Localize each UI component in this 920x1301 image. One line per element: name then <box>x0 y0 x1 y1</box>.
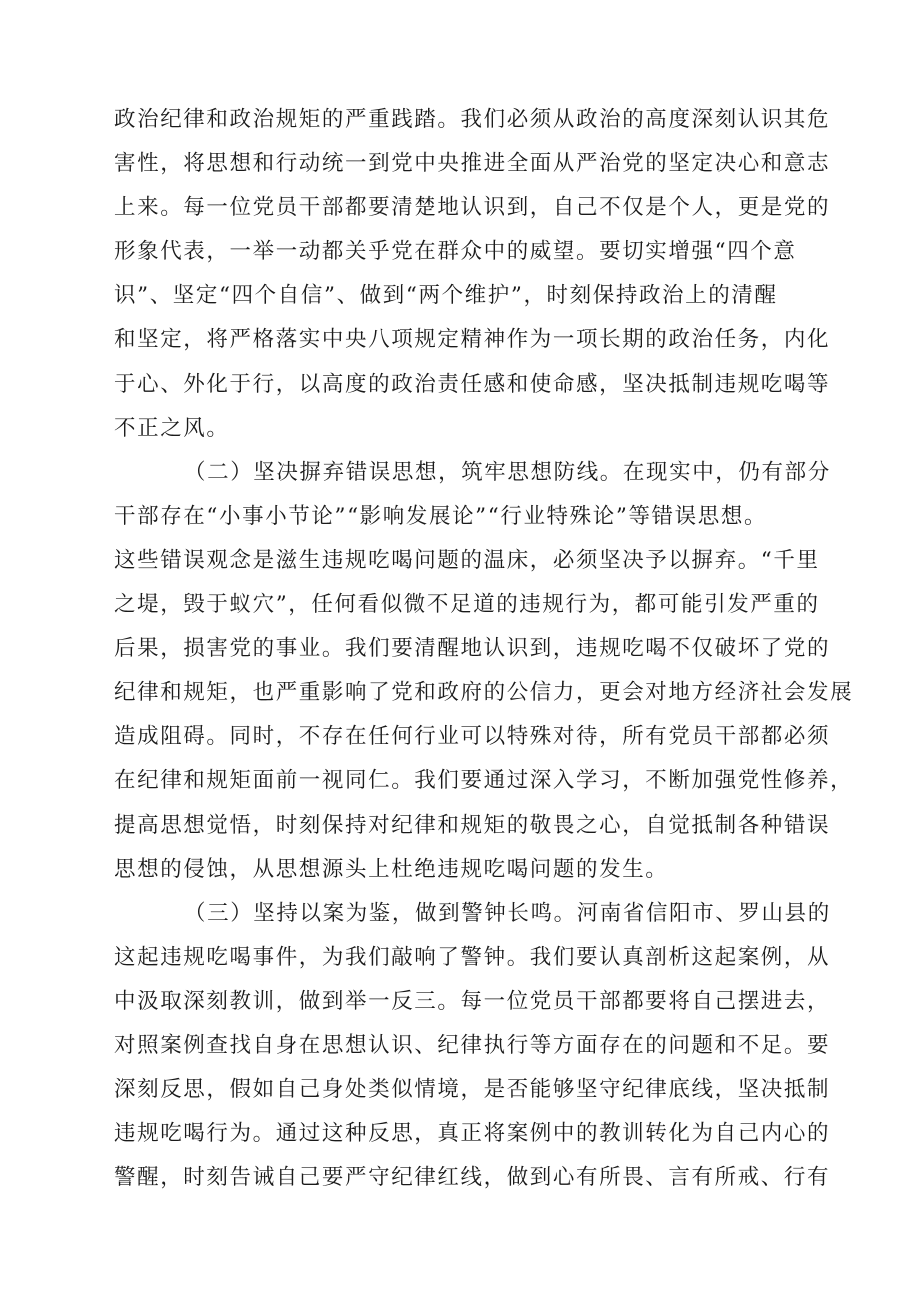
text-line: 于心、外化于行，以高度的政治责任感和使命感，坚决抵制违规吃喝等 <box>114 371 831 397</box>
text-line: 违规吃喝行为。通过这种反思，真正将案例中的教训转化为自己内心的 <box>114 1121 831 1147</box>
text-line: 警醒，时刻告诫自己要严守纪律红线，做到心有所畏、言有所戒、行有 <box>114 1165 831 1191</box>
text-line: 对照案例查找自身在思想认识、纪律执行等方面存在的问题和不足。要 <box>114 1032 831 1058</box>
text-line: 后果，损害党的事业。我们要清醒地认识到，违规吃喝不仅破坏了党的 <box>114 636 831 662</box>
text-line: 提高思想觉悟，时刻保持对纪律和规矩的敬畏之心，自觉抵制各种错误 <box>114 812 831 838</box>
text-line: 思想的侵蚀，从思想源头上杜绝违规吃喝问题的发生。 <box>114 856 669 882</box>
text-line: 深刻反思，假如自己身处类似情境，是否能够坚守纪律底线，坚决抵制 <box>114 1077 831 1103</box>
text-line: 纪律和规矩，也严重影响了党和政府的公信力，更会对地方经济社会发展 <box>114 680 854 706</box>
paragraph-start-line: （二）坚决摒弃错误思想，筑牢思想防线。在现实中，仍有部分 <box>184 459 831 485</box>
text-line: 之堤，毁于蚁穴”，任何看似微不足道的违规行为，都可能引发严重的 <box>114 592 820 618</box>
text-line: 害性，将思想和行动统一到党中央推进全面从严治党的坚定决心和意志 <box>114 151 831 177</box>
document-body <box>114 98 854 1200</box>
text-line: 造成阻碍。同时，不存在任何行业可以特殊对待，所有党员干部都必须 <box>114 724 831 750</box>
text-line: 中汲取深刻教训，做到举一反三。每一位党员干部都要将自己摆进去， <box>114 988 831 1014</box>
text-line: 在纪律和规矩面前一视同仁。我们要通过深入学习，不断加强党性修养， <box>114 768 854 794</box>
text-line: 上来。每一位党员干部都要清楚地认识到，自己不仅是个人，更是党的 <box>114 195 831 221</box>
text-line: 干部存在“小事小节论”“影响发展论”“行业特殊论”等错误思想。 <box>114 503 768 529</box>
text-line: 形象代表，一举一动都关乎党在群众中的威望。要切实增强“四个意 <box>114 239 797 265</box>
text-line: 这起违规吃喝事件，为我们敲响了警钟。我们要认真剖析这起案例，从 <box>114 944 831 970</box>
text-line: 这些错误观念是滋生违规吃喝问题的温床，必须坚决予以摒弃。“千里 <box>114 547 820 573</box>
text-line: 政治纪律和政治规矩的严重践踏。我们必须从政治的高度深刻认识其危 <box>114 107 831 132</box>
text-line: 和坚定，将严格落实中央八项规定精神作为一项长期的政治任务，内化 <box>114 327 831 353</box>
text-line: 不正之风。 <box>114 415 230 441</box>
text-line: 识”、坚定“四个自信”、做到“两个维护”，时刻保持政治上的清醒 <box>114 283 778 309</box>
paragraph-start-line: （三）坚持以案为鉴，做到警钟长鸣。河南省信阳市、罗山县的 <box>184 900 831 926</box>
